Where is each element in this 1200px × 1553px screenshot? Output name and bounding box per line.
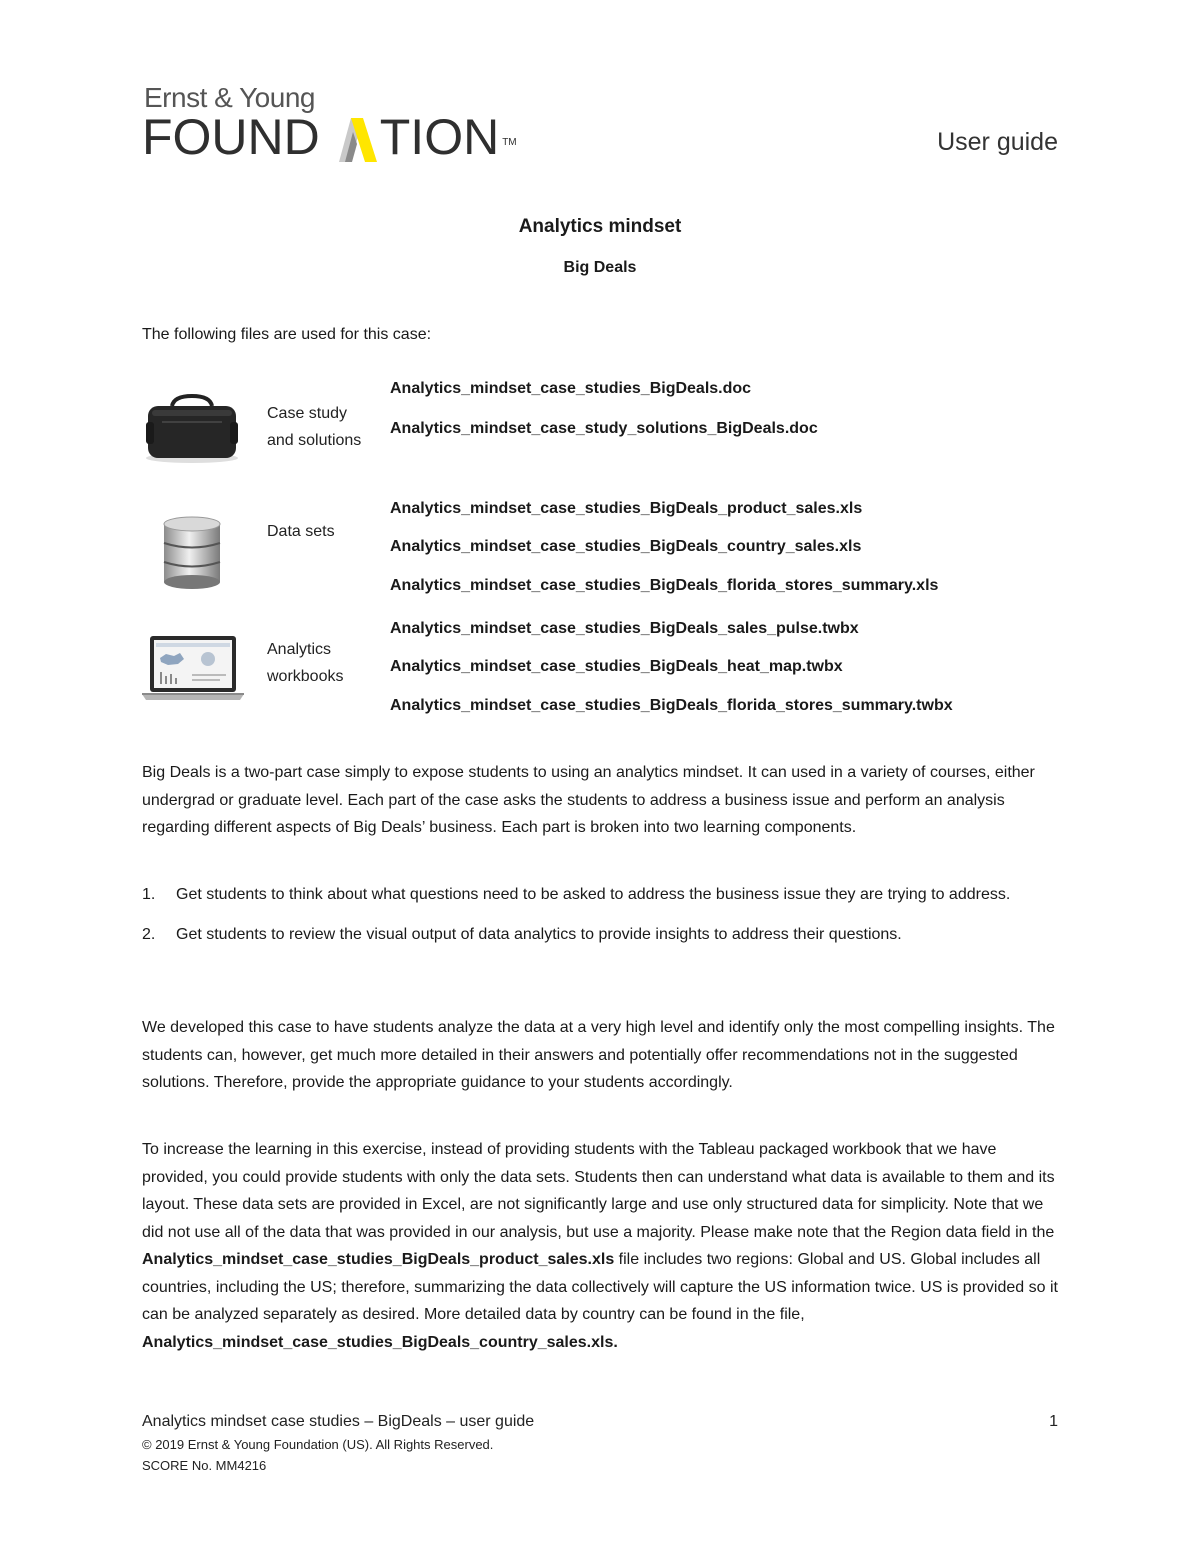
list-item-text: Get students to review the visual output of data analytics to provide insights to address their questions.	[176, 925, 902, 943]
file-name-reference: Analytics_mindset_case_studies_BigDeals_product_sales.xls	[142, 1251, 615, 1268]
page-title: Analytics mindset	[518, 216, 682, 237]
file-name-link[interactable]: Analytics_mindset_case_studies_BigDeals_country_sales.xls	[390, 538, 862, 555]
list-item-number: 2.	[142, 925, 156, 943]
page-number: 1	[1049, 1413, 1058, 1430]
footer-title: Analytics mindset case studies – BigDeals – user guide	[142, 1413, 535, 1430]
logo-beam-icon	[321, 116, 379, 162]
file-group-label: Data sets	[267, 523, 335, 540]
file-name-link[interactable]: Analytics_mindset_case_studies_BigDeals_heat_map.twbx	[390, 658, 843, 675]
list-item	[142, 921, 1062, 949]
paragraph-learning	[142, 1136, 1062, 1356]
paragraph-approach: We developed this case to have students analyze the data at a very high level and identify only the most compelling insights. The students can, however, get much more detailed in their answers and potentially offer recommendations not in the suggested solutions. Therefore, provide the appropriate guidance to your students accordingly.	[142, 1019, 1055, 1091]
file-group-case-study	[142, 376, 1102, 486]
file-name-link[interactable]: Analytics_mindset_case_studies_BigDeals_sales_pulse.twbx	[390, 620, 859, 637]
list-item-text: Get students to think about what questions need to be asked to address the business issue they are trying to address.	[176, 886, 1011, 903]
paragraph-overview: Big Deals is a two-part case simply to expose students to using an analytics mindset. It can used in a variety of courses, either undergrad or graduate level. Each part of the case asks the students to address a business issue and perform an analysis regarding different aspects of Big Deals’ business. Each part is broken into two learning components.	[142, 764, 1035, 836]
logo-main-right: TION	[379, 109, 500, 165]
list-item	[142, 881, 1062, 909]
file-group-label: Analytics workbooks	[267, 641, 344, 685]
file-name-link[interactable]: Analytics_mindset_case_study_solutions_BigDeals.doc	[390, 420, 818, 437]
doc-type-label: User guide	[937, 128, 1058, 156]
file-name-link[interactable]: Analytics_mindset_case_studies_BigDeals.doc	[390, 380, 752, 397]
database-icon	[160, 516, 224, 590]
file-name-link[interactable]: Analytics_mindset_case_studies_BigDeals_florida_stores_summary.xls	[390, 577, 939, 594]
page-footer	[142, 1413, 1058, 1473]
ey-foundation-logo	[142, 84, 542, 164]
intro-text: The following files are used for this case:	[142, 326, 432, 343]
copyright-text: © 2019 Ernst & Young Foundation (US). All Rights Reserved.	[142, 1437, 494, 1452]
laptop-icon	[142, 634, 244, 704]
file-group-label: Case study and solutions	[267, 405, 362, 449]
briefcase-icon	[142, 392, 242, 464]
file-name-link[interactable]: Analytics_mindset_case_studies_BigDeals_product_sales.xls	[390, 500, 863, 517]
file-name-reference: Analytics_mindset_case_studies_BigDeals_country_sales.xls.	[142, 1333, 618, 1351]
paragraph-text: file includes two regions: Global and US. Global includes all countries, including the US; therefore, summarizing the data collectively will capture the US information twice. US is provided so it can be analyzed separately as desired. More detailed data by country can be found in the file,	[142, 1251, 1058, 1323]
score-number: SCORE No. MM4216	[142, 1458, 267, 1473]
file-group-analytics-workbooks	[142, 616, 1102, 726]
logo-main-text	[142, 109, 517, 165]
file-group-data-sets	[142, 496, 1102, 606]
page-subtitle: Big Deals	[563, 259, 637, 276]
logo-top-text: Ernst & Young	[144, 82, 315, 113]
logo-trademark: TM	[502, 137, 517, 148]
learning-components-list	[142, 881, 1062, 948]
file-name-link[interactable]: Analytics_mindset_case_studies_BigDeals_florida_stores_summary.twbx	[390, 697, 953, 714]
paragraph-text: To increase the learning in this exercise, instead of providing students with the Tableau packaged workbook that we have provided, you could provide students with only the data sets. Students then can understand what data is available to them and its layout. These data sets are provided in Excel, are not significantly large and use only structured data for simplicity. Note that we did not use all of the data that was provided in our analysis, but use a majority. Please make note that the Region data field in the	[142, 1141, 1055, 1241]
logo-main-left: FOUND	[142, 109, 320, 165]
list-item-number: 1.	[142, 886, 156, 903]
